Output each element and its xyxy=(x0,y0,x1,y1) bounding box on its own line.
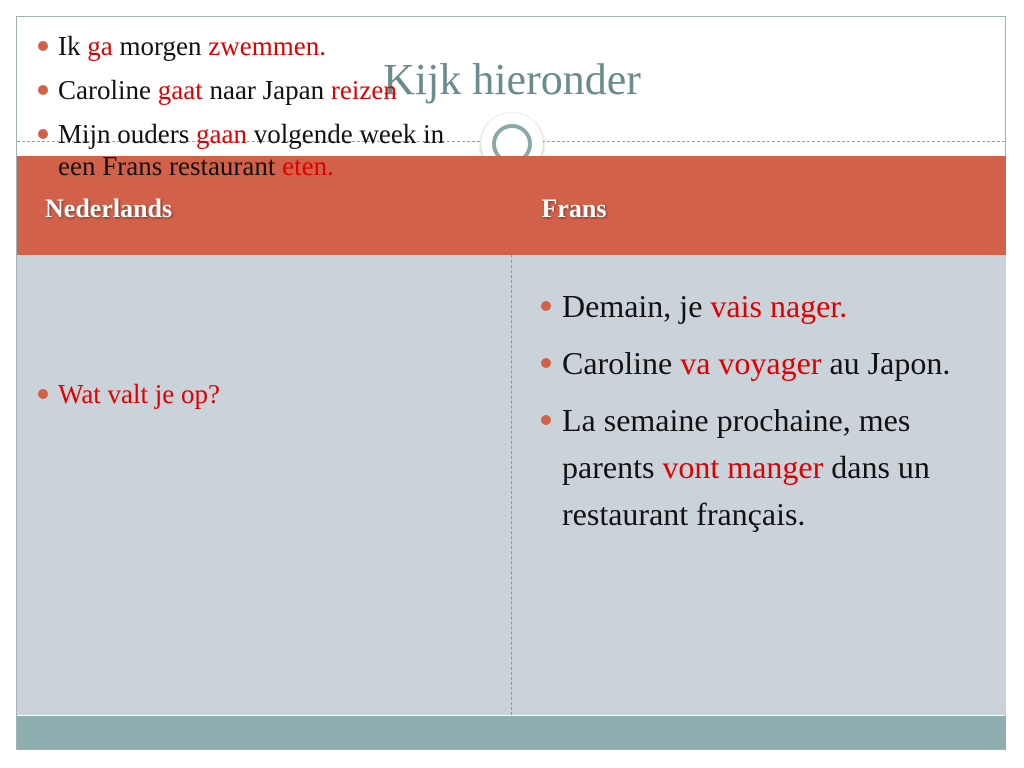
bottom-bar xyxy=(17,716,1006,749)
plain-text: Caroline xyxy=(58,75,158,105)
highlight-text: gaan xyxy=(196,119,247,149)
highlight-text: vais nager. xyxy=(710,288,848,324)
plain-text: Mijn ouders xyxy=(58,119,196,149)
list-item xyxy=(58,30,478,62)
nederlands-cell xyxy=(17,255,512,715)
header-frans: Frans xyxy=(541,194,607,223)
list-item xyxy=(562,340,982,387)
list-item xyxy=(58,118,478,182)
plain-text: La semaine prochaine, mes parents xyxy=(562,402,911,485)
question-item: Wat valt je op? xyxy=(58,378,478,410)
highlight-text: va voyager xyxy=(680,345,822,381)
plain-text: morgen xyxy=(112,31,209,61)
list-item xyxy=(562,397,982,538)
plain-text: Ik xyxy=(58,31,88,61)
plain-text: volgende week in een Frans restaurant xyxy=(58,119,445,181)
list-item xyxy=(58,74,478,106)
highlight-text: gaat xyxy=(157,75,203,105)
header-nederlands: Nederlands xyxy=(45,194,173,223)
frans-list xyxy=(562,283,982,548)
plain-text: dans un restaurant français. xyxy=(562,449,930,532)
highlight-text: vont manger xyxy=(662,449,824,485)
plain-text: Caroline xyxy=(562,345,681,381)
list-item xyxy=(562,283,982,330)
slide-title: Kijk hieronder xyxy=(383,55,641,104)
highlight-text: eten. xyxy=(282,151,334,181)
plain-text: naar Japan xyxy=(202,75,331,105)
plain-text: Demain, je xyxy=(562,288,711,324)
highlight-text: reizen xyxy=(330,75,397,105)
plain-text: au Japon. xyxy=(821,345,951,381)
highlight-text: ga xyxy=(87,31,113,61)
highlight-text: zwemmen. xyxy=(208,31,326,61)
